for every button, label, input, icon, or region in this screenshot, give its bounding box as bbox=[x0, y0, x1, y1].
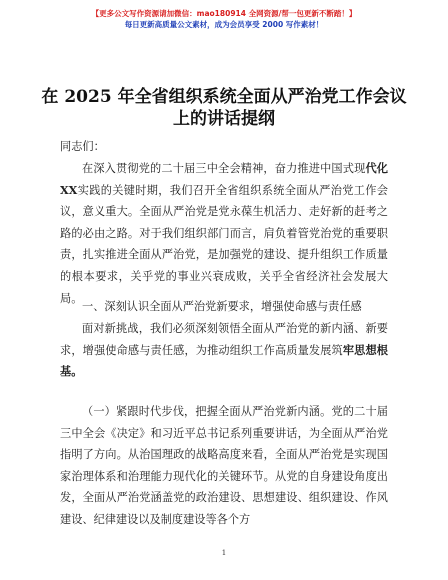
paragraph-intro-part2: 实践的关键时期，我们召开全省组织系统全面从严治党工作会议，意义重大。全面从严治党是党永葆生机活力、走好新的赶考之路的必由之路。对于我们组织部门而言，肩负着管党治党的重要职责，扎实推进全面从严治党，是加强党的建设、提升组织工作质量的根本要求，关乎党的事业兴衰成败，关乎全省经济社会发展大局。 bbox=[60, 183, 388, 305]
promo-banner-line1: 【更多公文写作资源请加微信：mao180914 全网资源/帮一包更新不断踏！】 bbox=[91, 9, 357, 18]
document-title bbox=[40, 86, 408, 130]
section-heading-1: 一、深刻认识全面从严治党新要求，增强使命感与责任感 bbox=[82, 300, 362, 313]
paragraph-section1-bold: 牢思想根基。 bbox=[60, 342, 388, 379]
paragraph-intro bbox=[60, 158, 388, 309]
promo-banner-line2: 每日更新高质量公文素材，成为会员享受 2000 写作素材！ bbox=[124, 20, 324, 29]
document-title-line2: 上的讲话提纲 bbox=[173, 109, 275, 129]
paragraph-section1-intro bbox=[60, 318, 388, 383]
promo-banner bbox=[0, 8, 448, 30]
paragraph-intro-bold: 代化 XX bbox=[60, 161, 388, 197]
document-title-line1: 在 2025 年全省组织系统全面从严治党工作会议 bbox=[41, 87, 407, 107]
page-number: 1 bbox=[221, 549, 227, 557]
salutation: 同志们： bbox=[60, 140, 105, 153]
paragraph-subsection-1: （一）紧跟时代步伐，把握全面从严治党新内涵。党的二十届三中全会《决定》和习近平总书记系列重要讲话，为全面从严治党指明了方向。从治国理政的战略高度来看，全面从严治党是实现国家治理体系和治理能力现代化的关键环节。从党的自身建设角度出发，全面从严治党涵盖党的政治建设、思想建设、组织建设、作风建设、纪律建设以及制度建设等各个方 bbox=[60, 405, 388, 526]
paragraph-intro-part1: 在深入贯彻党的二十届三中全会精神，奋力推进中国式现 bbox=[82, 162, 366, 175]
paragraph-section1-text: 面对新挑战，我们必须深刻领悟全面从严治党的新内涵、新要求，增强使命感与责任感，为推动组织工作高质量发展筑 bbox=[60, 322, 388, 357]
